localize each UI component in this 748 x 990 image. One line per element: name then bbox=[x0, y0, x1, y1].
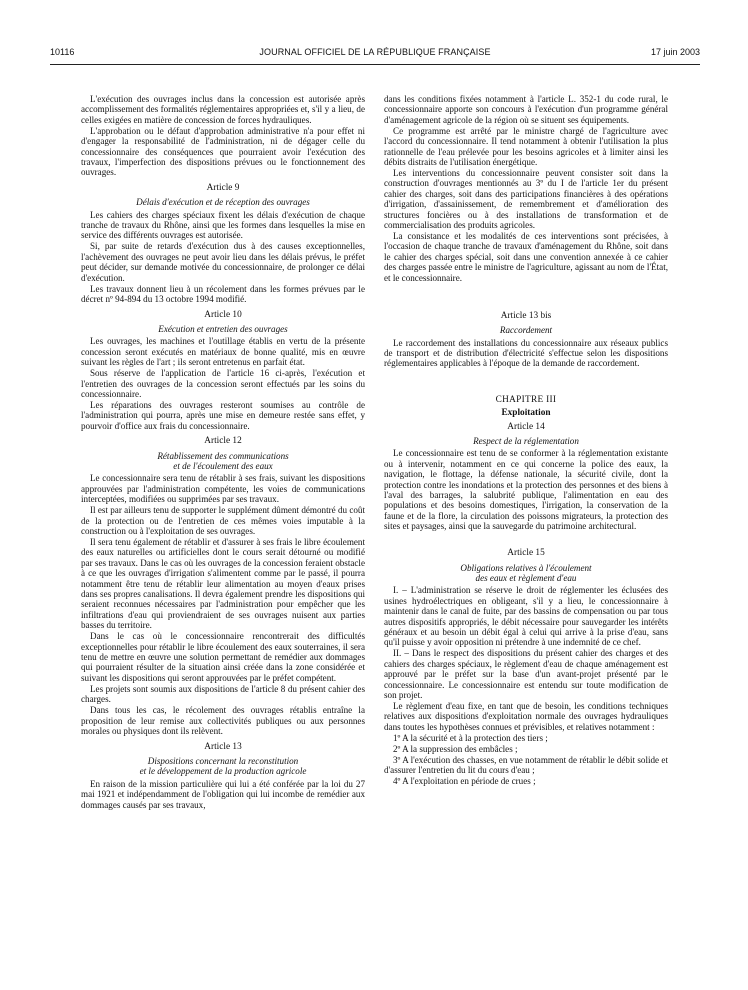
list-item: 3º A l'exécution des chasses, en vue notamment de rétablir le débit solide et d'assurer l'entretien du lit du cours d'eau ; bbox=[384, 754, 668, 776]
article-heading: Article 9 bbox=[206, 182, 240, 193]
paragraph: Si, par suite de retards d'exécution dus à des causes exceptionnelles, l'achèvement des ouvrages ne peut avoir lieu dans les délais prévus, le préfet peut décider, sur demande motivée du concessionnaire, de prolonger ce délai d'exécution. bbox=[81, 241, 365, 283]
paragraph: La consistance et les modalités de ces interventions sont précisées, à l'occasion de chaque tranche de travaux d'aménagement du Rhône, soit dans le cahier des charges spécial, soit dans une convention annexée à ce cahier des charges passée entre le ministre de l'agriculture, agissant au nom de l'État, et le concessionnaire. bbox=[384, 231, 668, 283]
paragraph: Les ouvrages, les machines et l'outillage établis en vertu de la présente concession seront exécutés en matériaux de bonne qualité, mis en œuvre suivant les règles de l'art ; ils seront entretenus en parfait état. bbox=[81, 336, 365, 368]
paragraph: Les projets sont soumis aux dispositions de l'article 8 du présent cahier des charges. bbox=[81, 683, 365, 705]
paragraph: En raison de la mission particulière qui lui a été conférée par la loi du 27 mai 1921 et indépendamment de l'obligation qui lui incombe de remédier aux dommages causés par ses travaux, bbox=[81, 778, 365, 810]
left-column bbox=[81, 94, 365, 811]
spacer bbox=[384, 284, 668, 306]
paragraph: Il est par ailleurs tenu de supporter le supplément dûment démontré du coût de la protection ou de l'entretien de ces mêmes voies imputable à la construction ou à l'exploitation de ses ouvrages. bbox=[81, 505, 365, 536]
article-subtitle: Raccordement bbox=[499, 325, 553, 336]
article-heading: Article 10 bbox=[204, 309, 242, 320]
paragraph: Le concessionnaire sera tenu de rétablir à ses frais, suivant les dispositions approuvées par l'administration compétente, les voies de communications interceptées, modifiées ou supprimées par ses travaux. bbox=[81, 473, 365, 505]
paragraph: I. – L'administration se réserve le droit de réglementer les éclusées des usines hydroélectriques en obligeant, s'il y a lieu, le concessionnaire à maintenir dans le canal de fuite, par des bassins de compensation ou par tous autres dispositifs appropriés, le débit nécessaire pour sauvegarder les intérêts généraux et au besoin un débit égal à celui qui arrive à la prise d'eau, sans qu'il puisse y avoir opposition ni prétendre à une indemnité de ce chef. bbox=[384, 585, 668, 648]
header-rule bbox=[50, 64, 700, 65]
article-subtitle: Respect de la réglementation bbox=[473, 435, 579, 446]
list-item: 1º A la sécurité et à la protection des tiers ; bbox=[393, 732, 548, 743]
page-number: 10116 bbox=[50, 47, 75, 57]
journal-title: JOURNAL OFFICIEL DE LA RÉPUBLIQUE FRANÇAISE bbox=[259, 47, 491, 57]
paragraph: Le concessionnaire est tenu de se conformer à la réglementation existante ou à intervenir, notamment en ce qui concerne la police des eaux, la navigation, le flottage, la défense nationale, la sécurité civile, dont la protection contre les inondations et la protection des personnes et des biens à l'aval des barrages, la salubrité publique, l'alimentation en eau des populations et des besoins domestiques, l'irrigation, la conservation de la faune et de la flore, la circulation des poissons migrateurs, la protection des sites et paysages, ainsi que la sauvegarde du patrimoine architectural. bbox=[384, 448, 668, 532]
paragraph: Les cahiers des charges spéciaux fixent les délais d'exécution de chaque tranche de travaux du Rhône, ainsi que les formes dans lesquelles la mise en service des différents ouvrages est autorisée. bbox=[81, 209, 365, 241]
paragraph: Dans le cas où le concessionnaire rencontrerait des difficultés exceptionnelles pour rétablir le libre écoulement des eaux souterraines, il sera tenu de mettre en œuvre une solution permettant de remédier aux dommages qui pourraient résulter de la situation ainsi créée dans la zone considérée et suivant les dispositions qui seront approuvées par le préfet compétent. bbox=[81, 631, 365, 683]
chapter-heading: CHAPITRE III bbox=[495, 394, 557, 405]
article-subtitle: Exécution et entretien des ouvrages bbox=[158, 323, 288, 334]
article-subtitle: et de l'écoulement des eaux bbox=[173, 460, 273, 471]
chapter-title: Exploitation bbox=[501, 408, 551, 419]
article-heading: Article 12 bbox=[204, 436, 242, 447]
paragraph: Ce programme est arrêté par le ministre chargé de l'agriculture avec l'accord du concessionnaire. Il tend notamment à obtenir l'utilisation la plus rationnelle de l'eau prélevée pour les besoins agricoles et à limiter ainsi les débits distraits de l'utilisation énergétique. bbox=[384, 125, 668, 168]
paragraph: dans les conditions fixées notamment à l'article L. 352-1 du code rural, le concessionnaire apporte son concours à l'exécution d'un programme général d'aménagement agricole de la région où se situent ses équipements. bbox=[384, 94, 668, 125]
list-item: 2º A la suppression des embâcles ; bbox=[393, 743, 518, 754]
paragraph: II. – Dans le respect des dispositions du présent cahier des charges et des cahiers des charges spéciaux, le règlement d'eau de chaque aménagement est approuvé par le préfet sur la base d'un avant-projet présenté par le concessionnaire. Le concessionnaire est entendu sur toute modification de son projet. bbox=[384, 648, 668, 701]
article-subtitle: Obligations relatives à l'écoulement bbox=[460, 562, 592, 573]
paragraph: Les réparations des ouvrages resteront soumises au contrôle de l'administration qui pourra, après une mise en demeure restée sans effet, y pourvoir d'office aux frais du concessionnaire. bbox=[81, 399, 365, 431]
paragraph: Le raccordement des installations du concessionnaire aux réseaux publics de transport et de distribution d'électricité s'effectue selon les dispositions réglementaires applicables à l'époque de la demande de raccordement. bbox=[384, 337, 668, 369]
article-subtitle: Dispositions concernant la reconstitution bbox=[147, 755, 299, 766]
paragraph: Dans tous les cas, le récolement des ouvrages rétablis entraîne la proposition de leur remise aux collectivités publiques ou aux personnes morales ou physiques dont ils relèvent. bbox=[81, 705, 365, 737]
article-heading: Article 15 bbox=[507, 548, 545, 559]
article-subtitle: et le développement de la production agricole bbox=[139, 766, 307, 777]
article-heading: Article 13 bis bbox=[500, 310, 552, 321]
paragraph: Les travaux donnent lieu à un récolement dans les formes prévues par le décret nº 94-894 du 13 octobre 1994 modifié. bbox=[81, 283, 365, 305]
right-column bbox=[384, 94, 668, 787]
page-header bbox=[50, 47, 700, 61]
paragraph: Il sera tenu également de rétablir et d'assurer à ses frais le libre écoulement des eaux naturelles ou artificielles dont le cours serait détourné ou modifié par ses travaux. Dans le cas où les ouvrages de la concession feraient obstacle à ce que les ouvrages d'irrigation s'alimentent comme par le passé, il pourra notamment être tenu de rétablir leur alimentation au moyen d'eaux prises dans ses propres canalisations. Il devra également prendre les dispositions qui seraient reconnues nécessaires par l'administration pour empêcher que les infiltrations d'eau qui proviendraient de ses ouvrages nuisent aux parties basses du territoire. bbox=[81, 537, 365, 631]
article-heading: Article 14 bbox=[507, 421, 545, 432]
spacer bbox=[384, 532, 668, 543]
paragraph: Les interventions du concessionnaire peuvent consister soit dans la construction d'ouvrages mentionnés au 3º du I de l'article 1er du présent cahier des charges, soit dans des participations financières à des opérations d'irrigation, d'assainissement, de remembrement et d'amélioration des structures foncières ou à des installations de transformation et de commercialisation des produits agricoles. bbox=[384, 168, 668, 231]
article-subtitle: Délais d'exécution et de réception des ouvrages bbox=[136, 197, 310, 208]
paragraph: Le règlement d'eau fixe, en tant que de besoin, les conditions techniques relatives aux dispositions d'exploitation normale des ouvrages hydrauliques dans toutes les hypothèses connues et prévisibles, et relatives notamment : bbox=[384, 701, 668, 732]
publication-date: 17 juin 2003 bbox=[650, 47, 700, 57]
article-subtitle: des eaux et règlement d'eau bbox=[475, 573, 577, 583]
article-subtitle: Rétablissement des communications bbox=[157, 450, 289, 461]
paragraph: L'approbation ou le défaut d'approbation administrative n'a pour effet ni d'engager la responsabilité de l'administration, ni de dégager celle du concessionnaire des conséquences que pourraient avoir l'exécution des travaux, l'imperfection des dispositions prévues ou le fonctionnement des ouvrages. bbox=[81, 125, 365, 178]
paragraph: Sous réserve de l'application de l'article 16 ci-après, l'exécution et l'entretien des ouvrages de la concession seront effectués par les soins du concessionnaire. bbox=[81, 368, 365, 399]
article-heading: Article 13 bbox=[204, 741, 242, 752]
list-item: 4º A l'exploitation en période de crues ; bbox=[393, 776, 536, 787]
paragraph: L'exécution des ouvrages inclus dans la concession est autorisée après accomplissement des formalités réglementaires appropriées et, s'il y a lieu, de celles exigées en matière de concession de forces hydrauliques. bbox=[81, 94, 365, 125]
